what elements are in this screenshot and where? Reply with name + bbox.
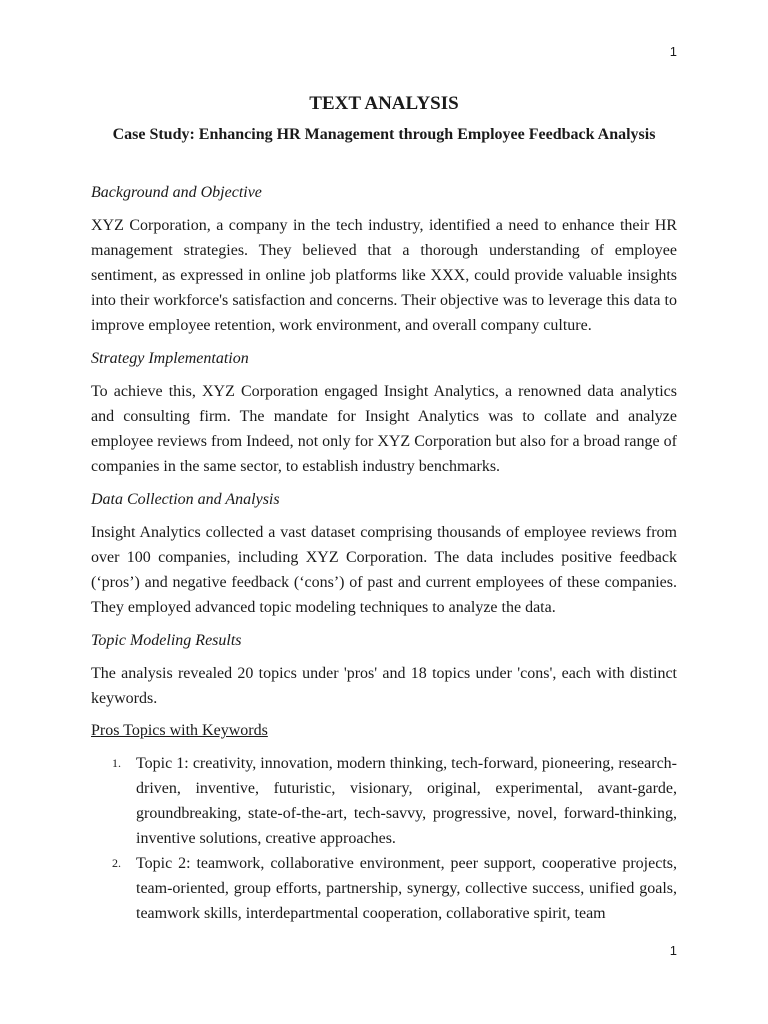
paragraph-background: XYZ Corporation, a company in the tech industry, identified a need to enhance their HR management strategies. They believed that a thorough understanding of employee sentiment, as expressed in online job platforms like XXX, could provide valuable insights into their workforce's satisfaction and concerns. Their objective was to leverage this data to improve employee retention, work environment, and overall company culture. [91, 217, 677, 334]
list-item-number: 1. [112, 756, 121, 770]
list-item [91, 851, 677, 926]
pros-topics-list [91, 751, 677, 926]
document-title: TEXT ANALYSIS [309, 93, 459, 114]
paragraph-data-collection: Insight Analytics collected a vast dataset comprising thousands of employee reviews from over 100 companies, including XYZ Corporation. The data includes positive feedback (‘pros’) and negative feedback (‘cons’) of past and current employees of these companies. They employed advanced topic modeling techniques to analyze the data. [91, 524, 677, 616]
header-page-number: 1 [669, 44, 677, 59]
heading-data-collection: Data Collection and Analysis [91, 491, 280, 508]
paragraph-results: The analysis revealed 20 topics under 'pros' and 18 topics under 'cons', each with distinct keywords. [91, 665, 677, 707]
heading-strategy: Strategy Implementation [91, 350, 249, 367]
heading-pros-topics: Pros Topics with Keywords [91, 722, 268, 739]
list-item-number: 2. [112, 856, 121, 870]
document-subtitle: Case Study: Enhancing HR Management through Employee Feedback Analysis [112, 126, 656, 143]
list-item [91, 751, 677, 851]
heading-background: Background and Objective [91, 184, 262, 201]
heading-results: Topic Modeling Results [91, 632, 242, 649]
paragraph-strategy: To achieve this, XYZ Corporation engaged Insight Analytics, a renowned data analytics and consulting firm. The mandate for Insight Analytics was to collate and analyze employee reviews from Indeed, not only for XYZ Corporation but also for a broad range of companies in the same sector, to establish industry benchmarks. [91, 383, 677, 475]
list-item-text: Topic 2: teamwork, collaborative environment, peer support, cooperative projects, team-oriented, group efforts, partnership, synergy, collective success, unified goals, teamwork skills, interdepartmental cooperation, collaborative spirit, team [136, 855, 677, 922]
footer-page-number: 1 [669, 943, 677, 958]
list-item-text: Topic 1: creativity, innovation, modern thinking, tech-forward, pioneering, research-driven, inventive, futuristic, visionary, original, experimental, avant-garde, groundbreaking, state-of-the-art, tech-savvy, progressive, novel, forward-thinking, inventive solutions, creative approaches. [136, 755, 677, 847]
document-body [91, 90, 677, 926]
